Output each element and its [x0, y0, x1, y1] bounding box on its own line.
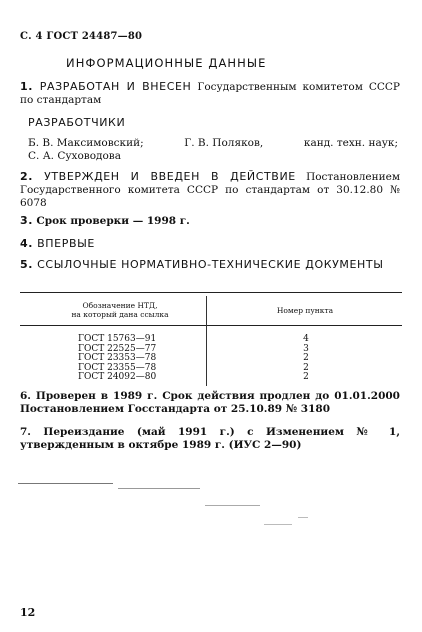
table-row: ГОСТ 24092—80: [78, 372, 157, 382]
developers-heading: РАЗРАБОТЧИКИ: [28, 116, 126, 129]
section-6: [20, 390, 400, 416]
developer-degree: канд. техн. наук;: [303, 137, 398, 149]
table-row: ГОСТ 22525—77: [78, 343, 157, 354]
table-cell-point: 2: [303, 353, 309, 363]
section-3-number: 3.: [20, 214, 34, 227]
section-5: [20, 258, 400, 272]
scan-artifact-line: [118, 488, 200, 489]
table-column-divider: [206, 296, 207, 386]
table-header-rule: [20, 325, 402, 326]
section-4-lead: ВПЕРВЫЕ: [37, 237, 95, 250]
table-cell-point: 2: [303, 362, 309, 373]
developer-name-1: Б. В. Максимовский;: [28, 137, 144, 149]
page-number: 12: [20, 606, 36, 619]
section-6-text: Проверен в 1989 г. Срок действия продлен до 01.01.2000 Постановлением Госстандарта от 25.10.89 № 3180: [20, 390, 400, 415]
table-row: ГОСТ 15763—91: [78, 334, 157, 344]
section-5-lead: ССЫЛОЧНЫЕ НОРМАТИВНО-ТЕХНИЧЕСКИЕ ДОКУМЕНТЫ: [37, 258, 384, 271]
page-header: С. 4 ГОСТ 24487—80: [20, 31, 143, 42]
section-2-lead: УТВЕРЖДЕН И ВВЕДЕН В ДЕЙСТВИЕ: [44, 170, 296, 183]
table-top-rule: [20, 292, 402, 293]
table-codes-column: [78, 335, 156, 383]
section-6-number: 6.: [20, 390, 31, 402]
section-1-lead: РАЗРАБОТАН И ВНЕСЕН: [39, 80, 192, 93]
section-2: [20, 170, 400, 210]
section-3-text: Срок проверки — 1998 г.: [36, 215, 190, 227]
section-4-number: 4.: [20, 237, 34, 250]
section-4: [20, 237, 400, 251]
reference-table: [20, 292, 402, 388]
section-3: [20, 214, 400, 228]
developer-name-2: Г. В. Поляков,: [184, 137, 264, 149]
scan-artifact-line: [18, 483, 113, 484]
scan-artifact-line: [205, 505, 260, 506]
section-1: [20, 80, 400, 107]
scan-artifact-line: [264, 524, 292, 525]
developer-name-3: С. А. Суховодова: [28, 150, 121, 162]
table-cell-point: 2: [303, 372, 309, 382]
table-row: ГОСТ 23355—78: [78, 362, 157, 373]
section-7-number: 7.: [20, 426, 31, 438]
table-row: ГОСТ 23353—78: [78, 353, 157, 363]
section-5-number: 5.: [20, 258, 34, 271]
table-header-ntd: Обозначение НТД, на который дана ссылка: [71, 301, 169, 319]
section-2-number: 2.: [20, 170, 34, 183]
developers-names: [28, 137, 398, 163]
section-7: [20, 426, 400, 452]
section-1-number: 1.: [20, 80, 34, 93]
table-points-column: [300, 335, 312, 383]
section-2-text: Постановлением Государственного комитета СССР по стандартам от 30.12.80 № 6078: [20, 171, 400, 209]
table-header-point: Номер пункта: [276, 306, 334, 315]
table-cell-point: 3: [303, 343, 309, 354]
page-title: ИНФОРМАЦИОННЫЕ ДАННЫЕ: [66, 56, 267, 70]
section-1-text: Государственным комитетом СССР по стандартам: [20, 81, 400, 106]
section-7-text: Переиздание (май 1991 г.) с Изменением № 1, утвержденным в октябре 1989 г. (ИУС 2—90): [20, 426, 401, 451]
table-cell-point: 4: [303, 334, 309, 344]
scan-artifact-line: [298, 517, 308, 518]
